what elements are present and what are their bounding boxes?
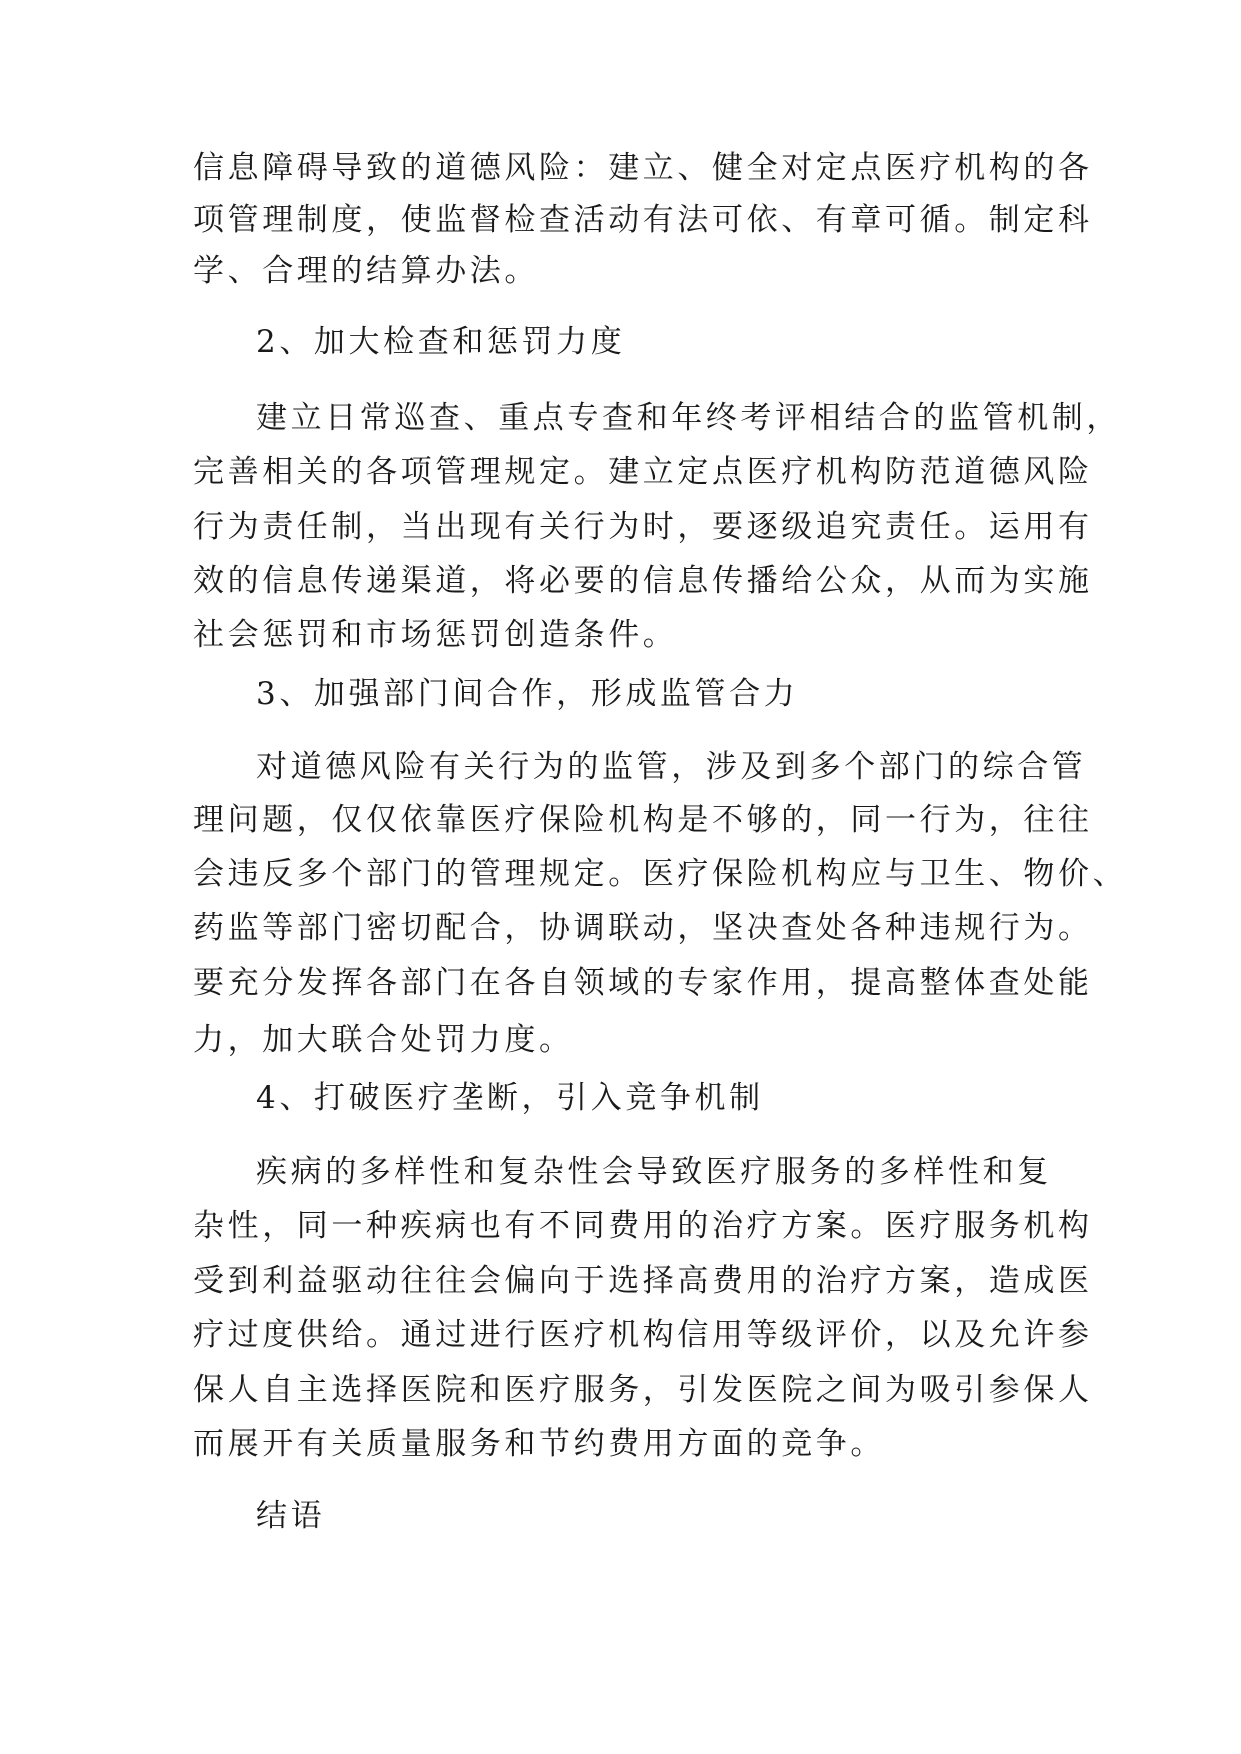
text-line: 药监等部门密切配合，协调联动，坚决查处各种违规行为。 <box>193 910 1093 946</box>
text-line: 保人自主选择医院和医疗服务，引发医院之间为吸引参保人 <box>193 1372 1093 1408</box>
text-line: 完善相关的各项管理规定。建立定点医疗机构防范道德风险 <box>193 454 1093 490</box>
text-line: 项管理制度，使监督检查活动有法可依、有章可循。制定科 <box>193 202 1093 238</box>
text-line: 会违反多个部门的管理规定。医疗保险机构应与卫生、物价、 <box>193 856 1128 892</box>
text-line: 效的信息传递渠道，将必要的信息传播给公众，从而为实施 <box>193 563 1093 599</box>
text-line: 理问题，仅仅依靠医疗保险机构是不够的，同一行为，往往 <box>193 802 1093 838</box>
text-line: 杂性，同一种疾病也有不同费用的治疗方案。医疗服务机构 <box>193 1208 1093 1244</box>
section-heading: 4、打破医疗垄断，引入竞争机制 <box>256 1080 764 1116</box>
text-line: 而展开有关质量服务和节约费用方面的竞争。 <box>193 1426 885 1462</box>
text-line: 疾病的多样性和复杂性会导致医疗服务的多样性和复 <box>256 1154 1052 1190</box>
text-line: 学、合理的结算办法。 <box>193 253 539 289</box>
text-line: 社会惩罚和市场惩罚创造条件。 <box>193 617 678 653</box>
text-line: 行为责任制，当出现有关行为时，要逐级追究责任。运用有 <box>193 509 1093 545</box>
text-line: 对道德风险有关行为的监管，涉及到多个部门的综合管 <box>256 749 1087 785</box>
text-line: 受到利益驱动往往会偏向于选择高费用的治疗方案，造成医 <box>193 1263 1093 1299</box>
section-heading: 结语 <box>256 1498 326 1534</box>
text-line: 要充分发挥各部门在各自领域的专家作用，提高整体查处能 <box>193 965 1093 1001</box>
text-line: 建立日常巡查、重点专查和年终考评相结合的监管机制， <box>256 400 1121 436</box>
text-line: 力，加大联合处罚力度。 <box>193 1022 574 1058</box>
text-line: 疗过度供给。通过进行医疗机构信用等级评价，以及允许参 <box>193 1317 1093 1353</box>
text-line: 信息障碍导致的道德风险：建立、健全对定点医疗机构的各 <box>193 150 1093 186</box>
section-heading: 2、加大检查和惩罚力度 <box>256 324 626 360</box>
section-heading: 3、加强部门间合作，形成监管合力 <box>256 676 799 712</box>
